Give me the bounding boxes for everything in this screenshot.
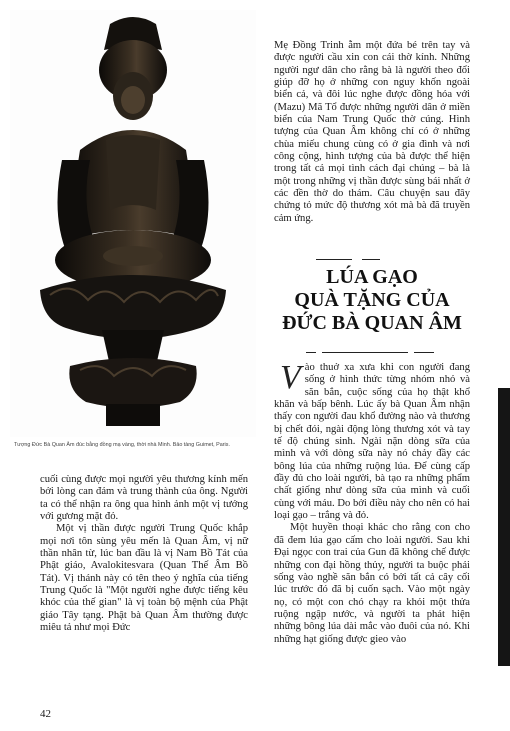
paragraph: Một vị thần được người Trung Quốc khắp mọi nơi tôn sùng yêu mến là Quan Âm, vị nữ thần nhân từ, lúc ban đầu là vị Nam Bồ Tát của Phật giáo, Avalokitesvara (Quan Thế Âm Bồ Tát). Vị thánh này có tên theo ý nghĩa của tiếng Trung Quốc là "Một người nghe được tiếng kêu khóc của thế gian" là vị toàn bộ mệnh của Phật giáo Tây tạng. Phật bà Quan Âm thường được miêu tả như mọi Đức — [40, 523, 248, 634]
title-rule-bottom-1 — [306, 352, 316, 353]
story-title-line-2: QUÀ TẶNG CỦA — [294, 289, 450, 311]
statue-illustration — [10, 10, 256, 437]
left-column-text — [40, 474, 248, 634]
story-title-line-3: ĐỨC BÀ QUAN ÂM — [282, 312, 462, 334]
title-rule-top-left — [316, 259, 352, 260]
right-column-story-text — [274, 359, 470, 646]
story-title-line-1: LÚA GẠO — [326, 266, 418, 288]
paragraph — [274, 359, 470, 522]
photo-caption: Tượng Đức Bà Quan Âm đúc bằng đồng mạ vàng, thời nhà Minh. Bảo tàng Guimet, Paris. — [14, 442, 230, 448]
story-title — [274, 266, 470, 335]
title-rule-bottom-2 — [322, 352, 408, 353]
story-opening: ào thuở xa xưa khi con người đang sống ở hình thức từng nhóm nhỏ và săn bắn, cuộc sống của họ thật khổ khăn và bấp bênh. Lúc ấy bà Quan Âm nhận thấy con người đau khổ đường nào và thương bị chết đói, ngài động lòng thương xót và tay tế độ chúng sinh. Ngài nặn dòng sữa của mình và với dòng sữa này nó chảy đầy các bông lúa của những ruộng lúa. Để cùng cấp đầy đủ cho loài người, bà tạo ra những phẩm chất giống như dòng sữa của mình và cuối cùng với máu. Do bởi điều này cho nên có hai loại gạo – trắng và đỏ. — [274, 362, 470, 522]
drop-cap: V — [280, 359, 301, 396]
title-rule-top-right — [362, 259, 380, 260]
right-column-top-text — [274, 40, 470, 225]
page-edge-tab — [498, 388, 510, 666]
page-number: 42 — [40, 708, 51, 720]
paragraph: cuối cùng được mọi người yêu thương kính mến bởi lòng can đảm và trung thành của ông. Người ta có thể nhận ra ông qua hình ảnh một vị tướng với gương mặt đỏ. — [40, 474, 248, 523]
quan-am-statue-photo — [10, 10, 256, 437]
title-rule-bottom-3 — [414, 352, 434, 353]
paragraph: Một huyền thoại khác cho rằng con cho đã đem lúa gạo cấm cho loài người. Sau khi Đại ngọc con trai của Gun đã không chế được những con đại hồng thủy, người ta buộc phải sống vào nghề săn bắn có bởi tất cả cây cối lúc trước đó đã bị cuốn sạch. Vào một ngày nọ, có một con chó chạy ra khỏi một thửa ruộng ngập nước, và người ta phát hiện những bông lúa dài mắc vào đuôi của nó. Khi những hạt giống được gieo vào — [274, 522, 470, 645]
paragraph: Mẹ Đồng Trinh ẵm một đứa bé trên tay và được người cầu xin con cái thờ kính. Những người ngư dân cho rằng bà là người theo đổi giúp đỡ họ ở những con nguy khốn ngoài biển cả, và đôi lúc nghe được đồng hóa với (Mazu) Mã Tổ được những người dân ở miền biển của Nam Trung Quốc thờ cúng. Hình tượng của Quan Âm không chỉ có ở những chùa miếu chung cùng có ở gia đình và nơi công cộng, hình tượng của bà được thể hiện trong tất cả mọi tình cách đại chúng – bà là một trong những vị thần được sùng bái nhất ở các đền thờ do thám. Câu chuyện sau đây chứng tỏ mức độ thương xót mà bà đã truyền cảm ứng. — [274, 40, 470, 224]
